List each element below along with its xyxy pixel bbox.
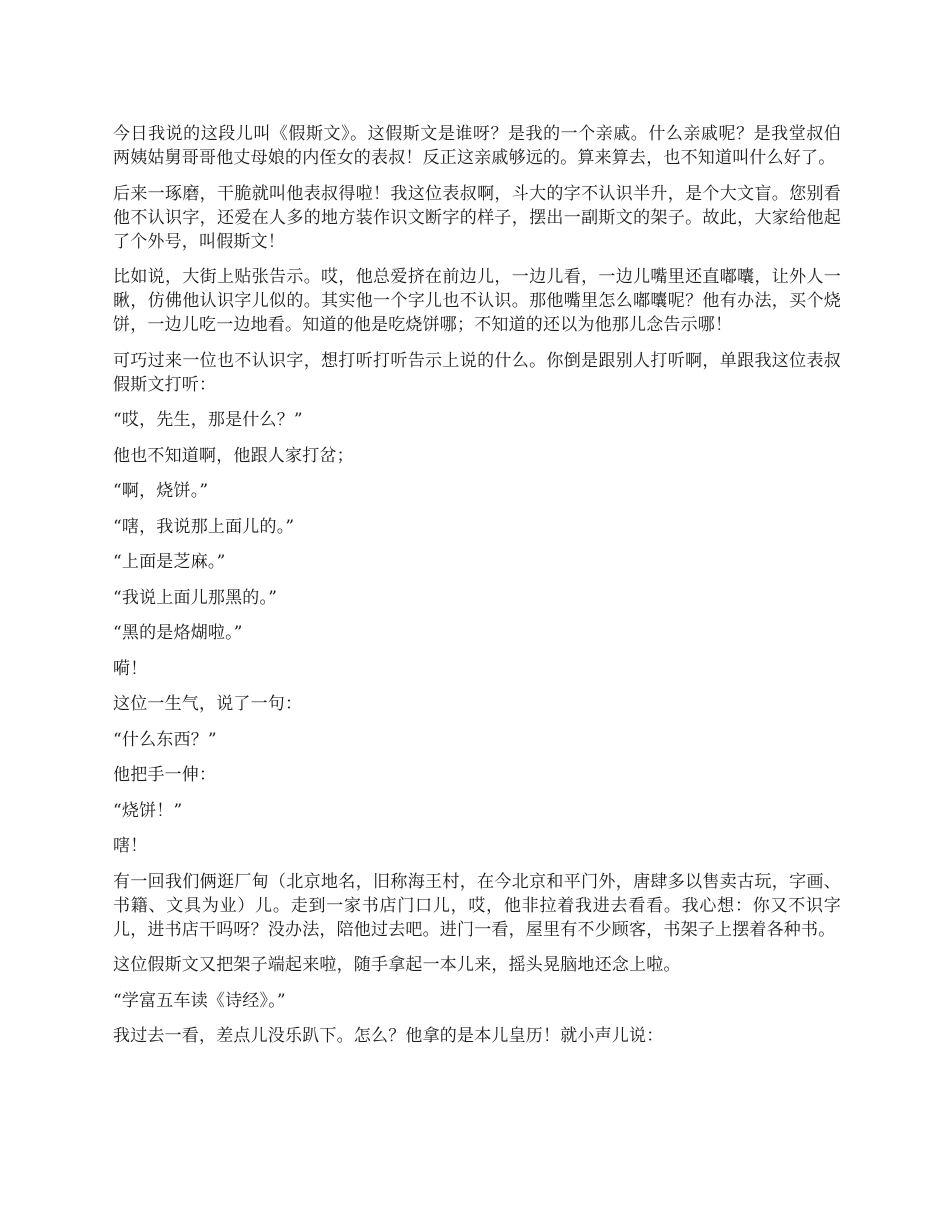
document-body xyxy=(113,122,841,1060)
dialogue-line: “啊，烧饼。” xyxy=(113,481,209,501)
paragraph: 我过去一看，差点儿没乐趴下。怎么？他拿的是本儿皇历！就小声儿说： xyxy=(113,1026,664,1046)
paragraph: 后来一琢磨，干脆就叫他表叔得啦！我这位表叔啊，斗大的字不认识半升，是个大文盲。您别看他不认识字，还爱在人多的地方装作识文断字的样子，摆出一副斯文的架子。故此，大家给他起了个外号，叫假斯文！ xyxy=(113,183,841,252)
dialogue-line: “上面是芝麻。” xyxy=(113,552,226,572)
paragraph: 他把手一伸： xyxy=(113,765,217,785)
interjection: 嗐！ xyxy=(113,836,148,856)
paragraph: 这位一生气，说了一句： xyxy=(113,694,303,714)
paragraph: 这位假斯文又把架子端起来啦，随手拿起一本儿来，摇头晃脑地还念上啦。 xyxy=(113,955,681,975)
dialogue-line: “嗐，我说那上面儿的。” xyxy=(113,516,295,537)
paragraph: 他也不知道啊，他跟人家打岔； xyxy=(113,445,354,466)
dialogue-line: “烧饼！” xyxy=(113,800,183,821)
paragraph: 可巧过来一位也不认识字，想打听打听告示上说的什么。你倒是跟别人打听啊，单跟我这位表叔假斯文打听： xyxy=(113,350,841,395)
dialogue-line: “哎，先生，那是什么？” xyxy=(113,410,303,430)
paragraph: 今日我说的这段儿叫《假斯文》。这假斯文是谁呀？是我的一个亲戚。什么亲戚呢？是我堂叔伯两姨姑舅哥哥他丈母娘的内侄女的表叔！反正这亲戚够远的。算来算去，也不知道叫什么好了。 xyxy=(113,124,841,168)
interjection: 嗬！ xyxy=(113,658,148,679)
dialogue-line: “黑的是烙煳啦。” xyxy=(113,623,243,643)
paragraph: 比如说，大街上贴张告示。哎，他总爱挤在前边儿，一边儿看，一边儿嘴里还直嘟囔，让外人一瞅，仿佛他认识字儿似的。其实他一个字儿也不认识。那他嘴里怎么嘟囔呢？他有办法，买个烧饼，一边儿吃一边地看。知道的他是吃烧饼哪；不知道的还以为他那儿念告示哪！ xyxy=(113,267,841,335)
dialogue-line: “学富五车读《诗经》。” xyxy=(113,990,286,1011)
paragraph: 有一回我们俩逛厂甸（北京地名，旧称海王村，在今北京和平门外，唐肆多以售卖古玩，字画、书籍、文具为业）儿。走到一家书店门口儿，哎，他非拉着我进去看看。我心想：你又不识字儿，进书店干吗呀？没办法，陪他过去吧。进门一看，屋里有不少顾客，书架子上摆着各种书。 xyxy=(113,871,841,940)
dialogue-line: “什么东西？” xyxy=(113,729,217,750)
dialogue-line: “我说上面儿那黑的。” xyxy=(113,587,278,608)
